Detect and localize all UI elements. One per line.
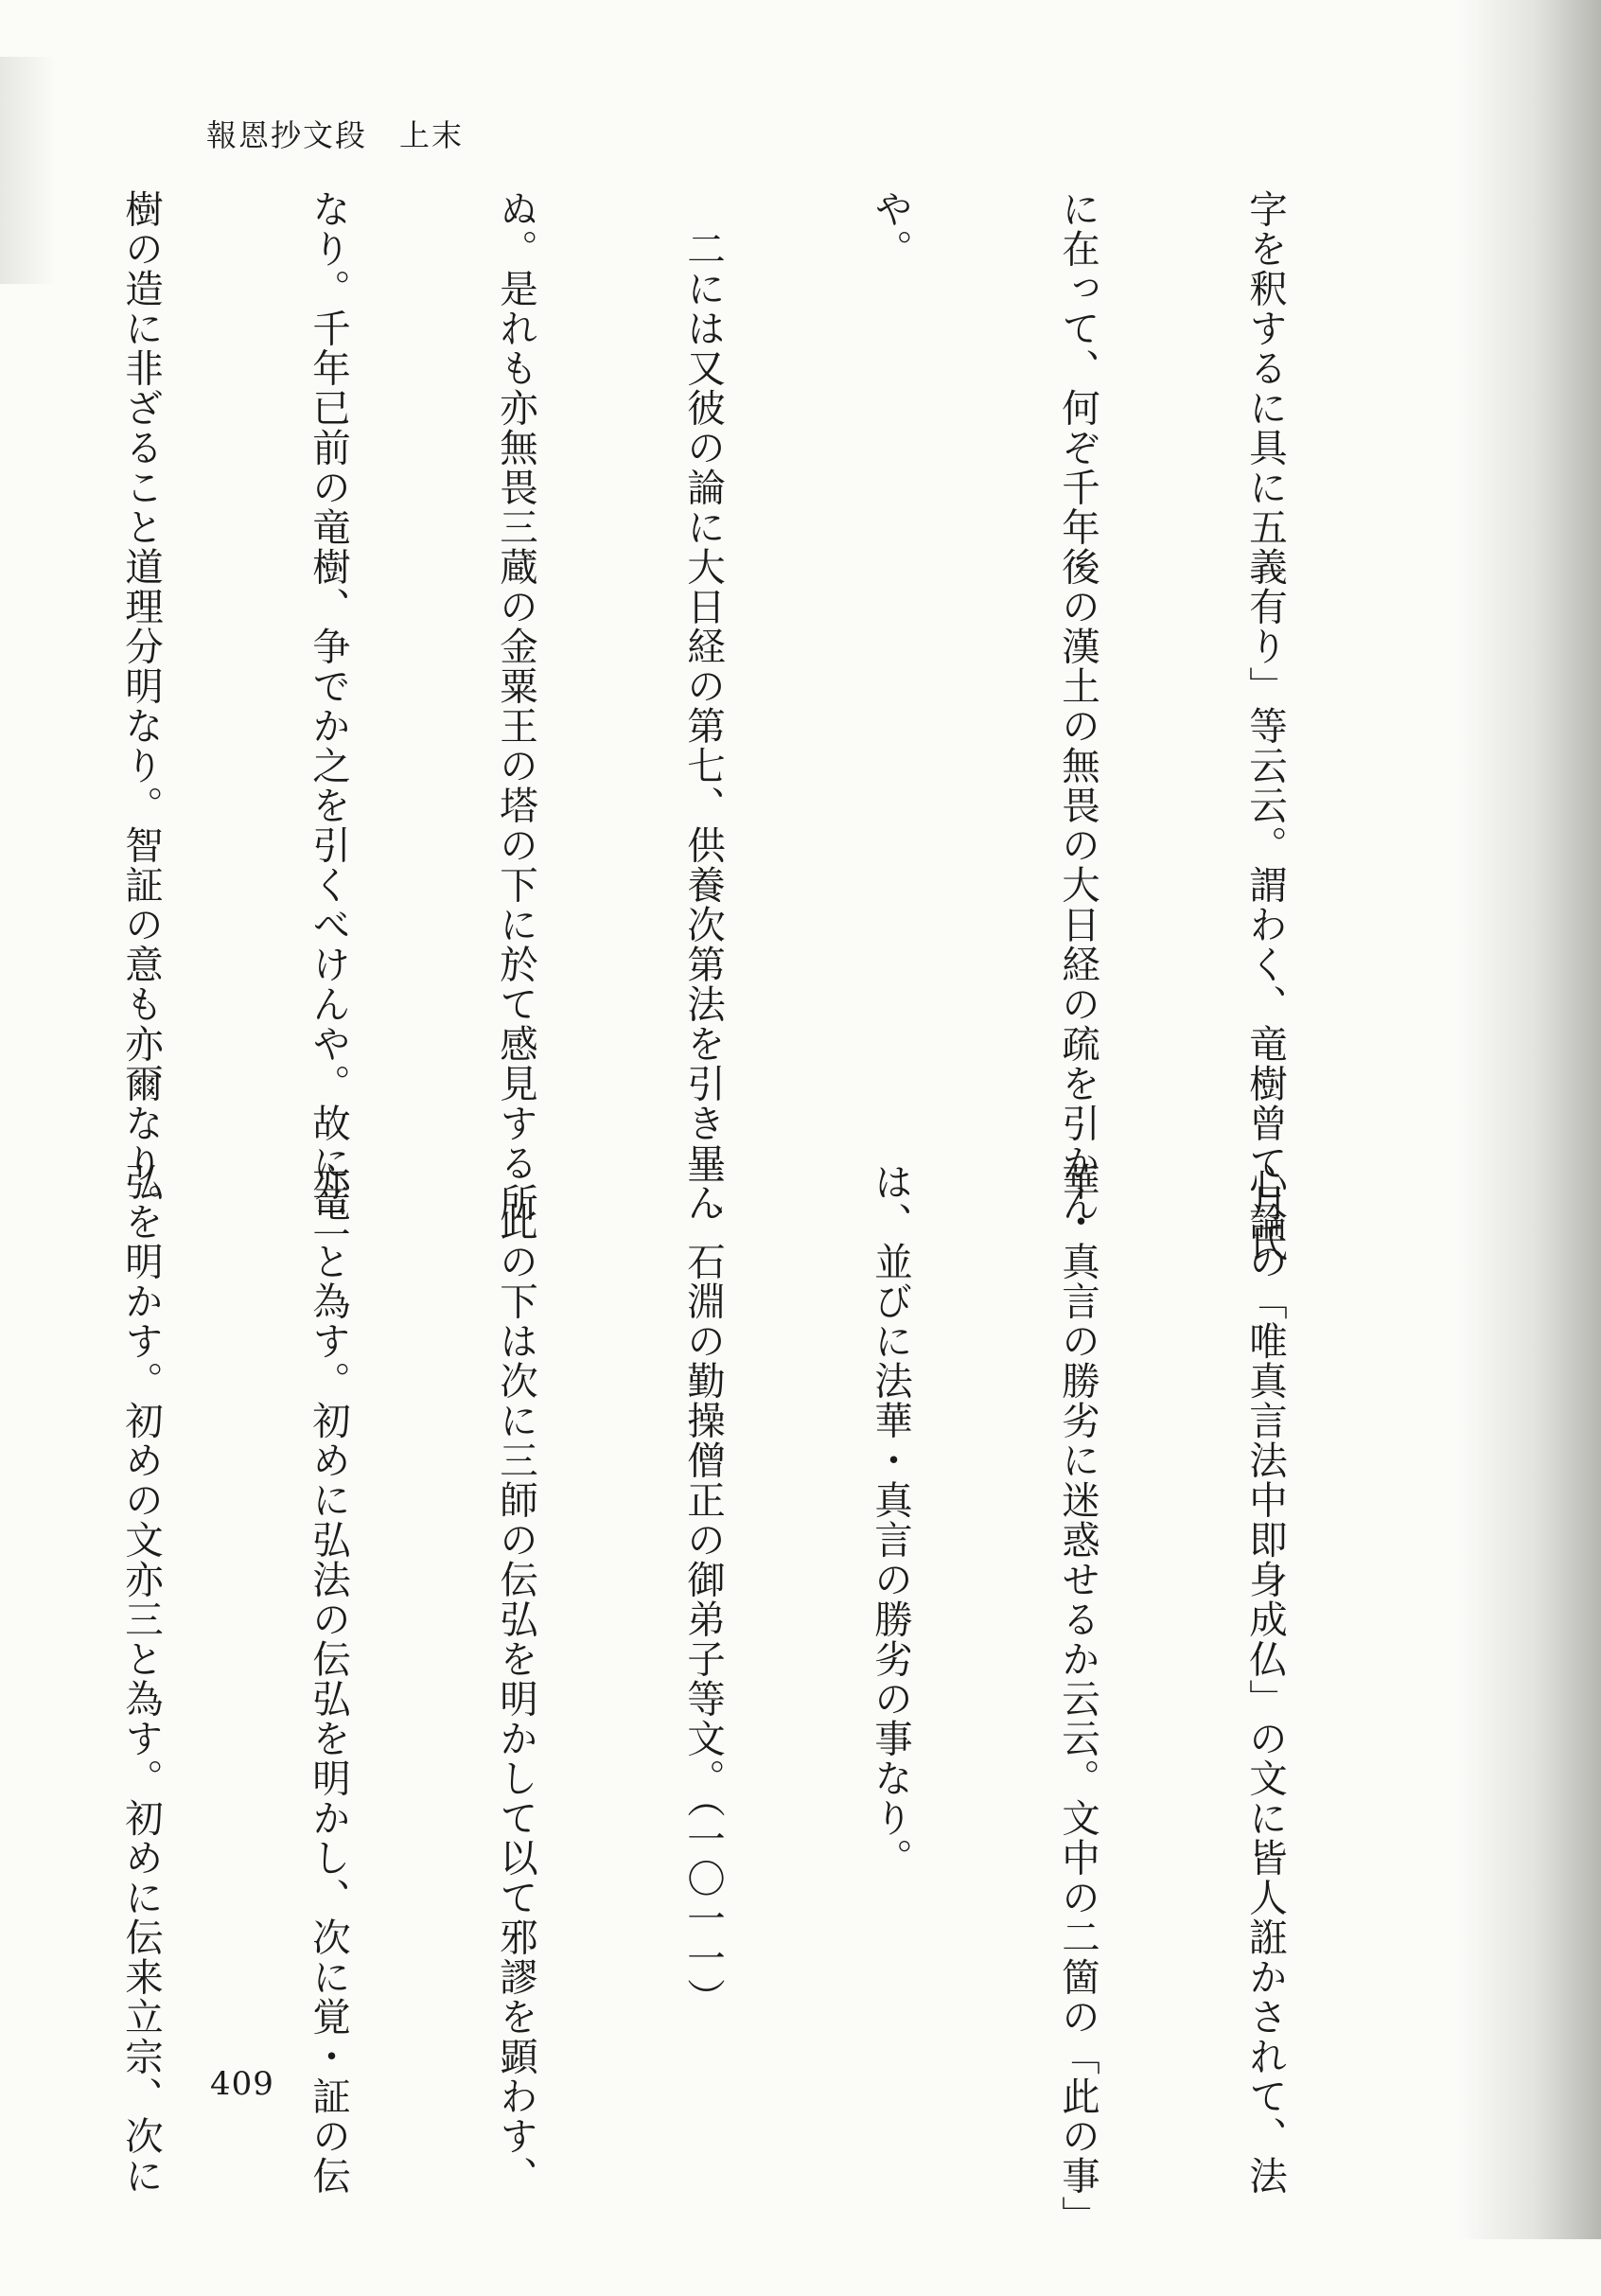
text-line: 此の下は次に三師の伝弘を明かして以て邪謬を顕わす、 bbox=[493, 1162, 538, 2196]
text-line: 字を釈するに具に五義有り」等云云。謂わく、竜樹曾て月氏 bbox=[1242, 189, 1288, 1263]
text-line: 弘を明かす。初めの文亦三と為す。初めに伝来立宗、次に bbox=[118, 1162, 164, 2196]
text-line: は、並びに法華・真言の勝劣の事なり。 bbox=[868, 1162, 913, 1878]
header-section: 上末 bbox=[399, 117, 465, 153]
text-line: に在って、何ぞ千年後の漢土の無畏の大日経の疏を引かん bbox=[1055, 189, 1100, 1223]
text-line: なり。千年已前の竜樹、争でか之を引くべけんや。故に竜 bbox=[306, 189, 351, 1223]
page-edge-shadow bbox=[1459, 0, 1601, 2239]
upper-text-block bbox=[0, 189, 1421, 1263]
text-line: 樹の造に非ざること道理分明なり。智証の意も亦爾なり。 bbox=[118, 189, 164, 1223]
header-title: 報恩抄文段 bbox=[206, 117, 368, 153]
text-line: 一、石淵の勤操僧正の御弟子等文。（一〇一一） bbox=[680, 1162, 726, 2018]
text-line: ぬ。是れも亦無畏三蔵の金粟王の塔の下に於て感見する所 bbox=[493, 189, 538, 1223]
text-line: 華・真言の勝劣に迷惑せるか云云。文中の二箇の「此の事」 bbox=[1055, 1162, 1100, 2235]
text-line: 亦二と為す。初めに弘法の伝弘を明かし、次に覚・証の伝 bbox=[306, 1162, 351, 2196]
page-number: 409 bbox=[210, 2065, 274, 2103]
text-line: 二には又彼の論に大日経の第七、供養次第法を引き畢ん bbox=[680, 189, 726, 1223]
running-header bbox=[206, 112, 464, 155]
text-line: や。 bbox=[868, 189, 913, 269]
text-line: 心論の「唯真言法中即身成仏」の文に皆人誑かされて、法 bbox=[1242, 1162, 1288, 2196]
